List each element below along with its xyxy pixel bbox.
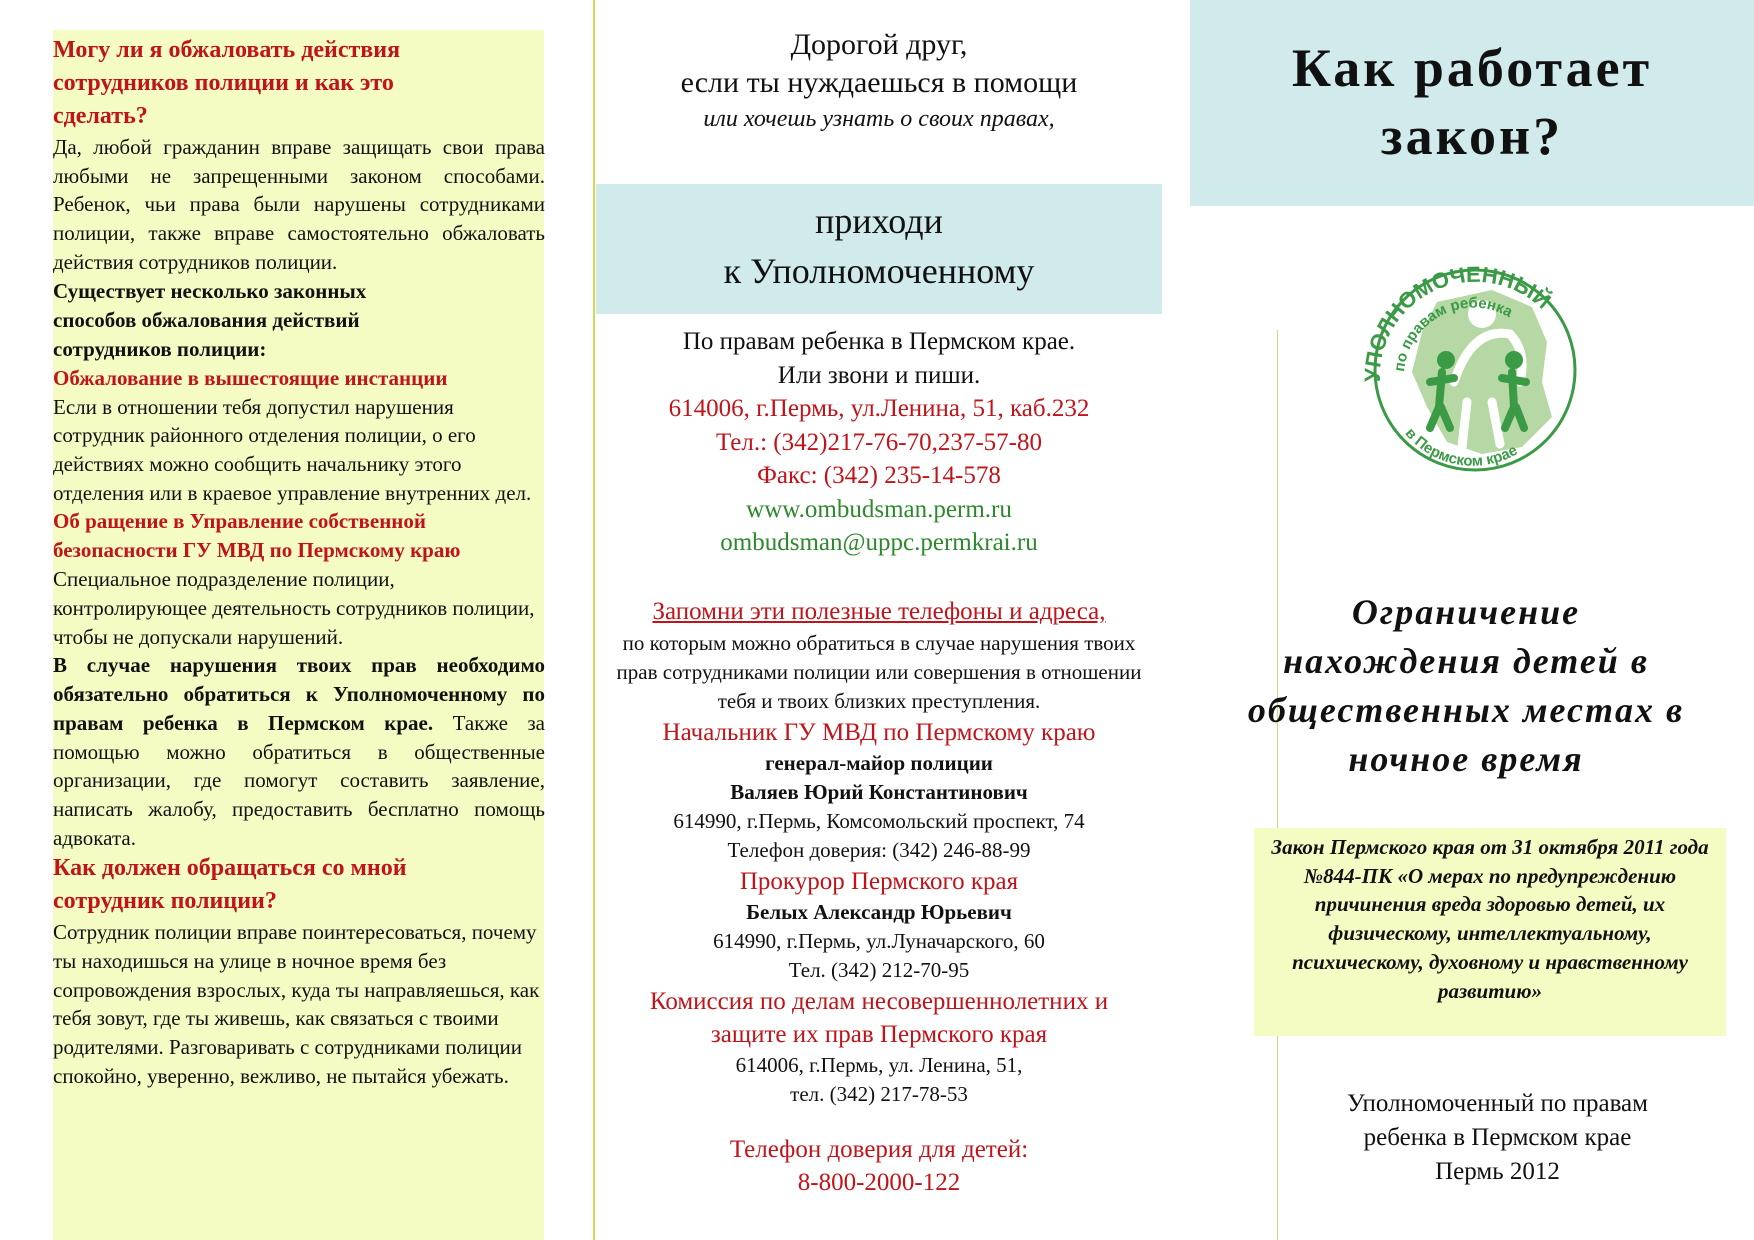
logo-mid-text: по правам ребенка — [1390, 294, 1516, 373]
contact-line: По правам ребенка в Пермском крае. — [682, 328, 1076, 355]
law-reference-box — [1254, 828, 1726, 1036]
option-security-text: Специальное подразделение полиции, контролирующее деятельность сотрудников полиции, чтобы не допускали нарушений. — [53, 567, 535, 649]
band-line: к Уполномоченному — [723, 251, 1035, 291]
column-divider-right — [1277, 330, 1278, 1240]
column-divider — [593, 0, 595, 1240]
phone: Тел.: (342)217-76-70,237-57-80 — [715, 428, 1043, 456]
contact-title: Комиссия по делам несовершеннолетних и — [649, 988, 1109, 1015]
option-higher-authority-text: Если в отношении тебя допустил нарушения сотрудник районного отделения полиции, о его действиях можно сообщить начальнику этого отделения или в краевое управление внутренних дел. — [53, 394, 532, 505]
option-security-title: Об ращение в Управление собственной безопасности ГУ МВД по Пермскому краю — [53, 509, 461, 563]
option-higher-authority-title: Обжалование в вышестоящие инстанции — [53, 365, 448, 390]
brochure-subtitle — [1206, 588, 1726, 784]
footer-line: Пермь 2012 — [1435, 1158, 1560, 1185]
law-text: Закон Пермского края от 31 октября 2011 года №844-ПК «О мерах по предупреждению причинения вреда здоровью детей, их физическому, интеллектуальному, психическому, духовному и нравственному развитию» — [1271, 835, 1709, 1003]
contact-phone: тел. (342) 217-78-53 — [790, 1082, 968, 1106]
contact-phone: Телефон доверия: (342) 246-88-99 — [727, 838, 1031, 862]
important-notice-bold: В случае нарушения твоих прав необходимо обязательно обратиться к Уполномоченному по правам ребенка в Пермском крае. — [53, 653, 545, 735]
contact-address: 614990, г.Пермь, ул.Луначарского, 60 — [713, 929, 1045, 953]
middle-panel — [596, 0, 1162, 1240]
contact-phone: Тел. (342) 212-70-95 — [788, 958, 970, 982]
greeting-line: Дорогой друг, — [790, 28, 968, 61]
contact-title: Прокурор Пермского края — [739, 868, 1019, 895]
publisher-footer — [1300, 1087, 1695, 1189]
title-band — [1190, 0, 1754, 206]
contact-title: защите их прав Пермского края — [710, 1021, 1048, 1048]
important-notice-rest: Также за помощью можно обратиться в общественные организации, где помогут составить заявление, написать жалобу, предоставить бесплатно помощь адвоката. — [53, 710, 545, 850]
ombudsman-logo — [1342, 232, 1602, 497]
para-treatment: Сотрудник полиции вправе поинтересоваться, почему ты находишься на улице в ночное время без сопровождения взрослых, куда ты направляешься, как тебя зовут, где ты живешь, как связаться с твоими родителями. Разговаривать с сотрудниками полиции спокойно, уверенно, вежливо, не пытайся убежать. — [53, 920, 540, 1088]
useful-contacts — [596, 595, 1162, 1199]
important-notice — [53, 651, 545, 852]
email-link[interactable]: ombudsman@uppc.permkrai.ru — [720, 529, 1038, 556]
heading-treatment: Как должен обращаться со мной сотрудник полиции? — [53, 855, 407, 915]
logo-top-text: УПОЛНОМОЧЕННЫЙ — [1359, 261, 1556, 383]
contact-name: Белых Александр Юрьевич — [746, 900, 1012, 924]
title-line: Как работает — [1291, 38, 1653, 98]
contact-address: 614006, г.Пермь, ул. Ленина, 51, — [735, 1053, 1023, 1077]
contact-line: Или звони и пиши. — [777, 361, 981, 389]
page-title — [1190, 34, 1754, 170]
left-panel — [53, 30, 544, 1240]
useful-description: по которым можно обратиться в случае нарушения твоих прав сотрудниками полиции или совершения в отношении тебя и твоих близких преступления. — [616, 631, 1142, 713]
heading-appeal: Могу ли я обжаловать действия сотрудников полиции и как это сделать? — [53, 37, 401, 129]
para-rights: Да, любой гражданин вправе защищать свои права любыми не запрещенными законом способами. Ребенок, чьи права были нарушены сотрудниками полиции, также вправе самостоятельно обжаловать действия сотрудников полиции. — [53, 135, 545, 274]
greeting-line: или хочешь узнать о своих правах, — [703, 106, 1055, 132]
contact-name: Валяев Юрий Константинович — [730, 780, 1028, 804]
hotline-number: 8-800-2000-122 — [797, 1169, 961, 1196]
title-line: закон? — [1380, 106, 1564, 166]
address: 614006, г.Пермь, ул.Ленина, 51, каб.232 — [668, 395, 1090, 422]
website-link[interactable]: www.ombudsman.perm.ru — [746, 495, 1012, 523]
contact-name: генерал-майор полиции — [765, 751, 993, 775]
subheading-methods: Существует несколько законных способов обжалования действий сотрудников полиции: — [53, 278, 367, 361]
contact-address: 614990, г.Пермь, Комсомольский проспект, 74 — [673, 809, 1085, 833]
subtitle-line: ночное время — [1348, 739, 1584, 779]
footer-line: Уполномоченный по правам — [1347, 1090, 1648, 1117]
greeting — [596, 26, 1162, 136]
ombudsman-contacts — [596, 325, 1162, 560]
come-band — [596, 184, 1162, 314]
subtitle-line: нахождения детей в — [1283, 641, 1649, 681]
contact-title: Начальник ГУ МВД по Пермскому краю — [662, 719, 1096, 746]
useful-heading: Запомни эти полезные телефоны и адреса, — [652, 598, 1106, 625]
hotline-title: Телефон доверия для детей: — [729, 1136, 1029, 1163]
subtitle-line: Ограничение — [1351, 592, 1581, 632]
logo-bottom-text: в Пермском крае — [1401, 424, 1521, 470]
greeting-line: если ты нуждаешься в помощи — [680, 66, 1078, 99]
band-line: приходи — [815, 201, 943, 241]
fax: Факс: (342) 235-14-578 — [757, 462, 1001, 489]
subtitle-line: общественных местах в — [1247, 690, 1685, 730]
footer-line: ребенка в Пермском крае — [1363, 1124, 1632, 1151]
